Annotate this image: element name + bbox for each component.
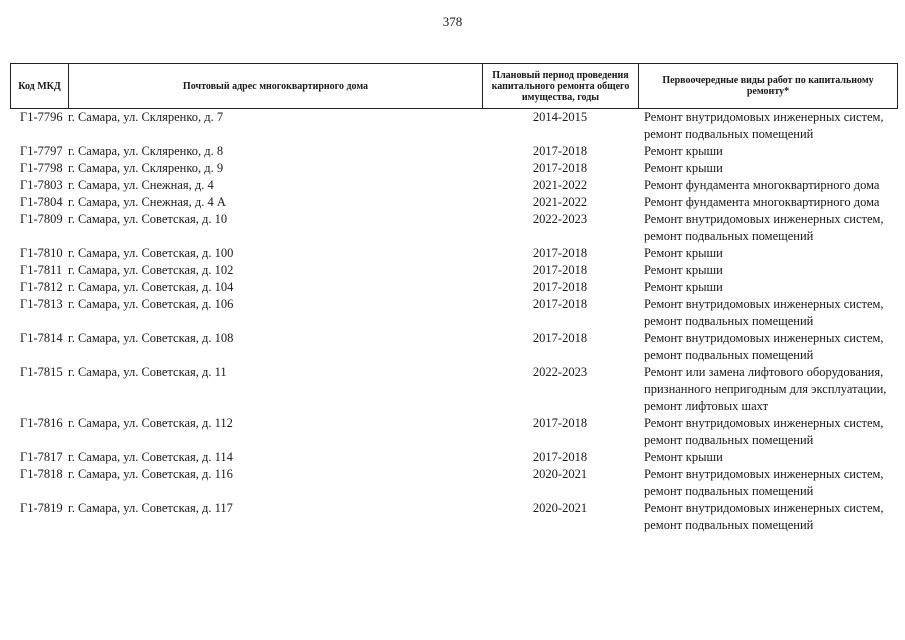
cell-period: 2017-2018 [532,280,588,294]
cell-code: Г1-7810 [20,246,63,260]
cell-works: Ремонт внутридомовых инженерных систем, ремонт подвальных помещений [644,416,884,447]
cell-code: Г1-7811 [20,263,63,277]
table-row [10,109,898,143]
cell-address: г. Самара, ул. Скляренко, д. 8 [68,144,224,158]
cell-address: г. Самара, ул. Советская, д. 102 [68,263,234,277]
cell-period: 2017-2018 [532,263,588,277]
cell-period: 2017-2018 [532,297,588,311]
cell-address: г. Самара, ул. Советская, д. 108 [68,331,234,345]
cell-code: Г1-7814 [20,331,63,345]
cell-address: г. Самара, ул. Советская, д. 11 [68,365,227,379]
cell-address: г. Самара, ул. Скляренко, д. 7 [68,110,224,124]
table-row [10,330,898,364]
cell-address: г. Самара, ул. Советская, д. 100 [68,246,234,260]
cell-code: Г1-7797 [20,144,63,158]
cell-code: Г1-7804 [20,195,63,209]
cell-works: Ремонт крыши [644,161,723,175]
cell-period: 2017-2018 [532,331,588,345]
cell-address: г. Самара, ул. Советская, д. 112 [68,416,233,430]
table-row [10,262,898,279]
page-number: 378 [442,14,463,29]
table-row [10,466,898,500]
cell-period: 2020-2021 [532,501,588,515]
cell-code: Г1-7817 [20,450,63,464]
cell-code: Г1-7816 [20,416,63,430]
cell-period: 2017-2018 [532,450,588,464]
cell-works: Ремонт фундамента многоквартирного дома [644,178,880,192]
cell-address: г. Самара, ул. Советская, д. 104 [68,280,234,294]
cell-period: 2017-2018 [532,416,588,430]
cell-code: Г1-7818 [20,467,63,481]
cell-code: Г1-7813 [20,297,63,311]
cell-code: Г1-7812 [20,280,63,294]
cell-works: Ремонт фундамента многоквартирного дома [644,195,880,209]
cell-works: Ремонт крыши [644,263,723,277]
cell-period: 2021-2022 [532,178,588,192]
cell-works: Ремонт внутридомовых инженерных систем, ремонт подвальных помещений [644,331,884,362]
table-header [10,63,898,109]
table-row [10,415,898,449]
cell-code: Г1-7819 [20,501,63,515]
cell-works: Ремонт крыши [644,246,723,260]
table-row [10,449,898,466]
cell-period: 2022-2023 [532,212,588,226]
cell-period: 2017-2018 [532,161,588,175]
table-row [10,177,898,194]
cell-period: 2020-2021 [532,467,588,481]
table-row [10,296,898,330]
cell-works: Ремонт внутридомовых инженерных систем, ремонт подвальных помещений [644,110,884,141]
cell-code: Г1-7815 [20,365,63,379]
table-row [10,143,898,160]
cell-works: Ремонт внутридомовых инженерных систем, ремонт подвальных помещений [644,467,884,498]
header-works: Первоочередные виды работ по капитальному ремонту* [662,75,874,97]
cell-period: 2017-2018 [532,144,588,158]
table-row [10,364,898,415]
cell-works: Ремонт внутридомовых инженерных систем, ремонт подвальных помещений [644,501,884,532]
cell-works: Ремонт крыши [644,450,723,464]
cell-address: г. Самара, ул. Советская, д. 114 [68,450,233,464]
header-code: Код МКД [11,64,69,108]
cell-address: г. Самара, ул. Скляренко, д. 9 [68,161,224,175]
cell-code: Г1-7809 [20,212,63,226]
cell-code: Г1-7798 [20,161,63,175]
table-row [10,160,898,177]
cell-works: Ремонт внутридомовых инженерных систем, ремонт подвальных помещений [644,297,884,328]
cell-address: г. Самара, ул. Советская, д. 106 [68,297,234,311]
cell-address: г. Самара, ул. Советская, д. 116 [68,467,233,481]
cell-period: 2022-2023 [532,365,588,379]
header-address: Почтовый адрес многоквартирного дома [69,64,483,108]
header-period: Плановый период проведения капитального ремонта общего имущества, годы [483,64,639,108]
table-row [10,245,898,262]
cell-code: Г1-7803 [20,178,63,192]
cell-period: 2014-2015 [532,110,588,124]
table-body [10,109,898,534]
cell-address: г. Самара, ул. Снежная, д. 4 [68,178,214,192]
cell-works: Ремонт или замена лифтового оборудования, признанного непригодным для эксплуатации, ремонт лифтовых шахт [644,365,887,413]
cell-address: г. Самара, ул. Советская, д. 117 [68,501,233,515]
cell-address: г. Самара, ул. Снежная, д. 4 А [68,195,226,209]
table-row [10,194,898,211]
cell-works: Ремонт внутридомовых инженерных систем, ремонт подвальных помещений [644,212,884,243]
cell-code: Г1-7796 [20,110,63,124]
cell-period: 2017-2018 [532,246,588,260]
table-row [10,279,898,296]
cell-works: Ремонт крыши [644,280,723,294]
table-row [10,500,898,534]
cell-period: 2021-2022 [532,195,588,209]
cell-address: г. Самара, ул. Советская, д. 10 [68,212,228,226]
cell-works: Ремонт крыши [644,144,723,158]
table-row [10,211,898,245]
